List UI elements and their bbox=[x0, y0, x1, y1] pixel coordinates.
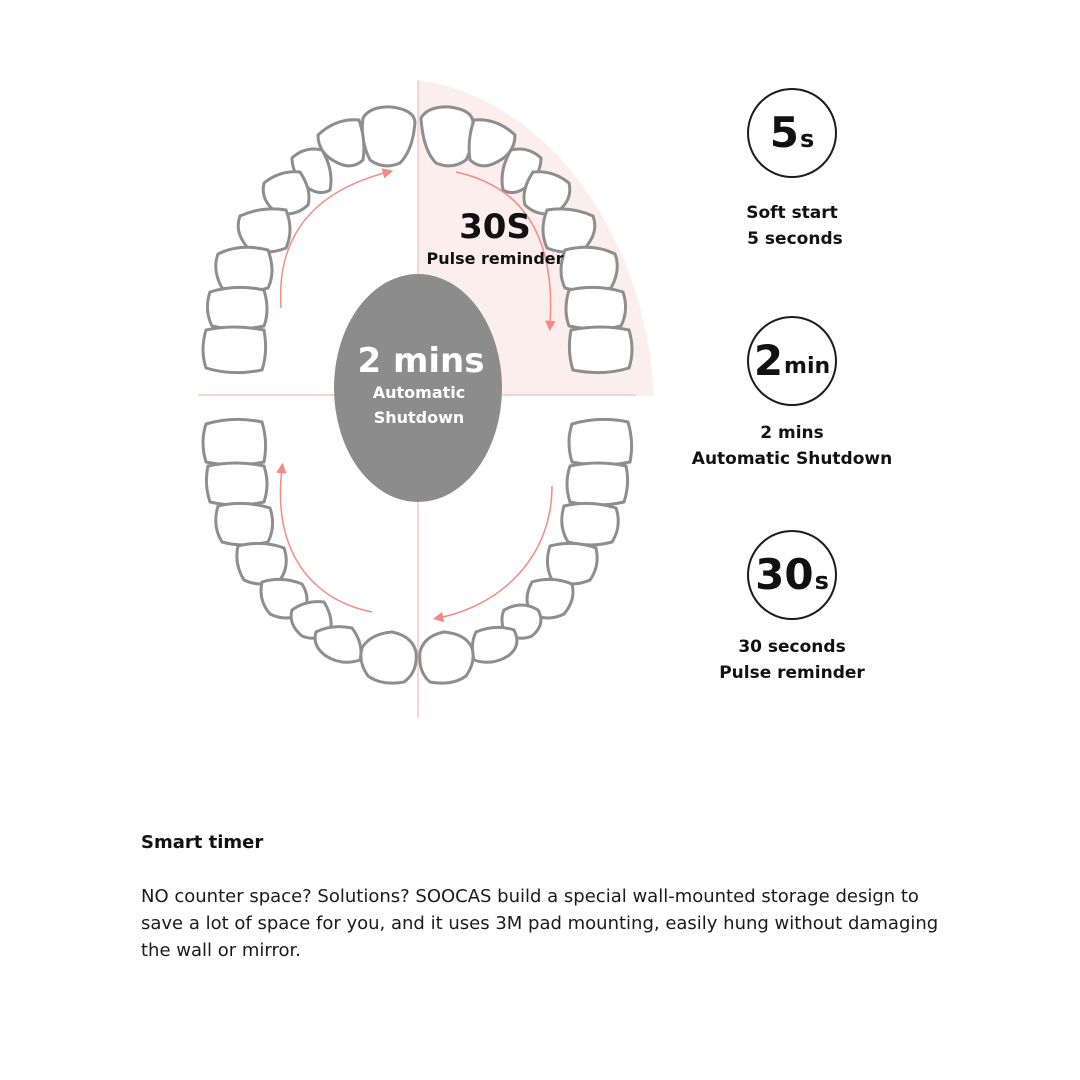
timer-number: 30 bbox=[755, 550, 814, 599]
quadrant-label-title: 30S bbox=[459, 207, 531, 247]
section-heading: Smart timer bbox=[141, 832, 264, 853]
center-label-title: 2 mins bbox=[357, 341, 485, 381]
timer-unit: s bbox=[799, 125, 815, 153]
timer-line2: 5 seconds bbox=[741, 229, 843, 249]
center-label-line2: Shutdown bbox=[373, 408, 465, 427]
timer-badge bbox=[747, 316, 837, 406]
timer-unit: min bbox=[784, 354, 831, 379]
timer-line1: 2 mins bbox=[760, 423, 824, 443]
timer-pulse-reminder bbox=[662, 530, 922, 686]
timer-unit: s bbox=[814, 567, 829, 595]
timer-line2: Automatic Shutdown bbox=[691, 449, 893, 469]
timer-number: 5 bbox=[769, 108, 799, 157]
timer-soft-start bbox=[662, 88, 922, 252]
timer-badge bbox=[747, 88, 837, 178]
center-label-line1: Automatic bbox=[372, 383, 466, 402]
teeth-diagram bbox=[0, 0, 700, 740]
timer-auto-shutdown bbox=[662, 316, 922, 472]
timer-line1: 30 seconds bbox=[738, 637, 846, 657]
timer-number: 2 bbox=[753, 336, 784, 385]
section-body: NO counter space? Solutions? SOOCAS build a special wall-mounted storage design to save a lot of space for you, and it uses 3M pad mounting, easily hung without damaging the wall or mirror. bbox=[141, 886, 939, 961]
description-section bbox=[141, 832, 961, 964]
timer-line1: Soft start bbox=[746, 203, 838, 223]
quadrant-label-subtitle: Pulse reminder bbox=[426, 249, 564, 268]
timer-line2: Pulse reminder bbox=[719, 663, 865, 683]
timer-badge bbox=[747, 530, 837, 620]
